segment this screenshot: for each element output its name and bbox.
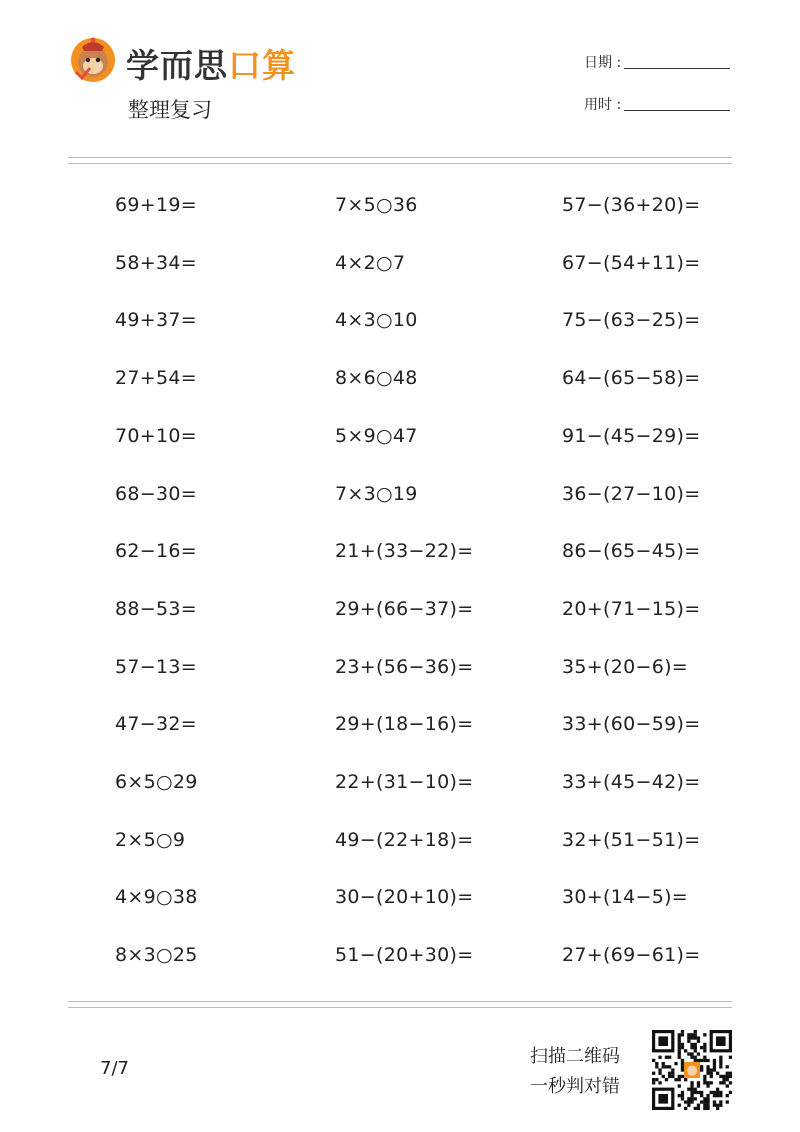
- time-label: 用时 :: [584, 97, 622, 113]
- header-divider-top: [68, 157, 732, 158]
- problem-r11-c1: 6×5○29: [115, 771, 198, 793]
- problem-r13-c2: 30−(20+10)=: [335, 886, 474, 909]
- time-field: [584, 94, 730, 114]
- problem-r2-c2: 4×2○7: [335, 251, 406, 274]
- problem-r7-c1: 62−16=: [115, 540, 197, 563]
- problem-r14-c2: 51−(20+30)=: [335, 944, 474, 967]
- footer-divider-top: [68, 1001, 732, 1002]
- problem-r1-c3: 57−(36+20)=: [562, 194, 701, 216]
- header-divider-bottom: [68, 163, 732, 164]
- problem-r4-c2: 8×6○48: [335, 367, 418, 390]
- time-blank: [624, 96, 730, 111]
- problem-r14-c3: 27+(69−61)=: [562, 944, 701, 967]
- problem-r8-c3: 20+(71−15)=: [562, 597, 701, 620]
- problem-r12-c3: 32+(51−51)=: [562, 828, 701, 851]
- scan-hint-line2: 一秒判对错: [530, 1076, 620, 1097]
- problem-r9-c3: 35+(20−6)=: [562, 655, 689, 678]
- problem-r11-c3: 33+(45−42)=: [562, 771, 701, 793]
- problem-r6-c2: 7×3○19: [335, 482, 418, 505]
- problem-r11-c2: 22+(31−10)=: [335, 771, 474, 793]
- problem-r14-c1: 8×3○25: [115, 944, 198, 967]
- problem-r3-c1: 49+37=: [115, 309, 197, 332]
- problem-r3-c3: 75−(63−25)=: [562, 309, 701, 332]
- problem-r6-c3: 36−(27−10)=: [562, 482, 701, 505]
- date-blank: [624, 54, 730, 69]
- problem-r13-c3: 30+(14−5)=: [562, 886, 689, 909]
- problem-r10-c1: 47−32=: [115, 713, 197, 736]
- worksheet-subtitle: 整理复习: [128, 98, 212, 122]
- problem-r10-c2: 29+(18−16)=: [335, 713, 474, 736]
- problem-r1-c1: 69+19=: [115, 194, 197, 216]
- scan-hint-line1: 扫描二维码: [530, 1046, 620, 1067]
- problem-r9-c1: 57−13=: [115, 655, 197, 678]
- problem-r8-c1: 88−53=: [115, 597, 197, 620]
- date-field: [584, 52, 730, 72]
- date-label: 日期 :: [584, 55, 622, 71]
- problem-r7-c3: 86−(65−45)=: [562, 540, 701, 563]
- brand-accent: 口算: [228, 46, 296, 85]
- problem-r5-c2: 5×9○47: [335, 424, 418, 447]
- problem-r12-c1: 2×5○9: [115, 828, 186, 851]
- problem-r7-c2: 21+(33−22)=: [335, 540, 474, 563]
- problem-r4-c3: 64−(65−58)=: [562, 367, 701, 390]
- footer-divider-bottom: [68, 1007, 732, 1008]
- problem-r5-c3: 91−(45−29)=: [562, 424, 701, 447]
- problem-r2-c3: 67−(54+11)=: [562, 251, 701, 274]
- monkey-logo-icon: [68, 34, 118, 84]
- problem-r6-c1: 68−30=: [115, 482, 197, 505]
- problem-r9-c2: 23+(56−36)=: [335, 655, 474, 678]
- problem-r1-c2: 7×5○36: [335, 194, 418, 216]
- problem-r5-c1: 70+10=: [115, 424, 197, 447]
- qr-code-icon[interactable]: [652, 1030, 732, 1110]
- problem-r3-c2: 4×3○10: [335, 309, 418, 332]
- problem-r2-c1: 58+34=: [115, 251, 197, 274]
- problem-r10-c3: 33+(60−59)=: [562, 713, 701, 736]
- problem-r8-c2: 29+(66−37)=: [335, 597, 474, 620]
- problem-r13-c1: 4×9○38: [115, 886, 198, 909]
- problem-r12-c2: 49−(22+18)=: [335, 828, 474, 851]
- page-number: 7/7: [100, 1058, 129, 1079]
- problem-r4-c1: 27+54=: [115, 367, 197, 390]
- brand-main: 学而思: [126, 46, 228, 85]
- brand-title: [126, 40, 296, 87]
